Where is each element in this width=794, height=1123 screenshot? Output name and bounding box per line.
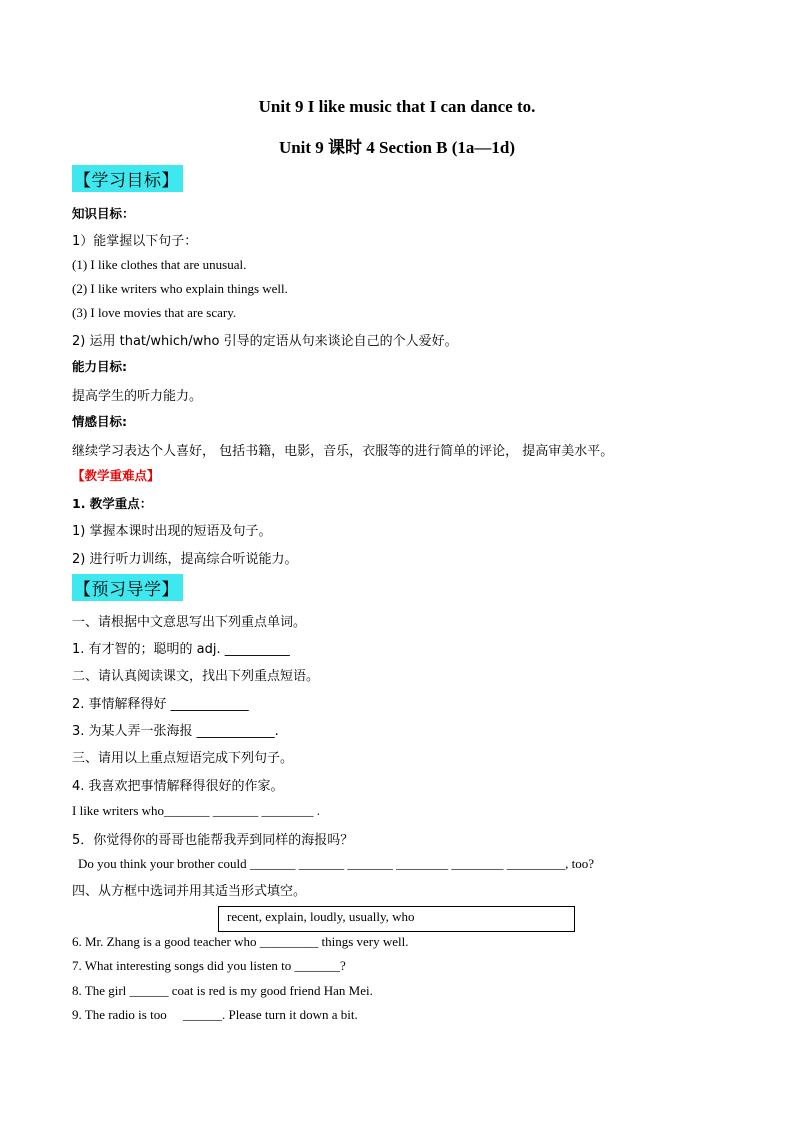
question-1: 1. 有才智的；聪明的 adj. __________ xyxy=(72,642,290,657)
section-4-heading: 四、从方框中选词并用其适当形式填空。 xyxy=(72,884,307,899)
section-3-heading: 三、请用以上重点短语完成下列句子。 xyxy=(72,751,294,766)
key-point-2: 2) 进行听力训练，提高综合听说能力。 xyxy=(72,552,298,567)
section-2-heading: 二、请认真阅读课文，找出下列重点短语。 xyxy=(72,669,320,684)
ability-goals-text: 提高学生的听力能力。 xyxy=(72,389,203,404)
question-5-chinese: 5．你觉得你的哥哥也能帮我弄到同样的海报吗？ xyxy=(72,833,354,848)
page-subtitle: Unit 9 课时 4 Section B (1a—1d) xyxy=(278,138,516,157)
knowledge-goal-2: 2) 运用 that/which/who 引导的定语从句来谈论自己的个人爱好。 xyxy=(72,334,458,349)
goal-sentence-3: (3) I love movies that are scary. xyxy=(72,305,237,320)
learning-goals-banner: 【学习目标】 xyxy=(72,165,183,192)
goal-sentence-2: (2) I like writers who explain things well. xyxy=(72,281,288,296)
ability-goals-label: 能力目标: xyxy=(72,359,127,374)
question-9: 9. The radio is too ______. Please turn it down a bit. xyxy=(72,1007,358,1022)
question-4-chinese: 4. 我喜欢把事情解释得很好的作家。 xyxy=(72,779,284,794)
question-2: 2. 事情解释得好 ____________ xyxy=(72,697,249,712)
page-title: Unit 9 I like music that I can dance to. xyxy=(258,97,536,116)
key-points-heading: 1. 教学重点： xyxy=(72,496,153,511)
key-points-label: 【教学重难点】 xyxy=(72,468,160,483)
emotion-goals-label: 情感目标: xyxy=(72,414,127,429)
question-3: 3. 为某人弄一张海报 ____________. xyxy=(72,724,279,739)
question-7: 7. What interesting songs did you listen to _______? xyxy=(72,958,346,973)
key-point-1: 1) 掌握本课时出现的短语及句子。 xyxy=(72,524,272,539)
goal-sentence-1: (1) I like clothes that are unusual. xyxy=(72,257,247,272)
section-1-heading: 一、请根据中文意思写出下列重点单词。 xyxy=(72,615,307,630)
preview-banner: 【预习导学】 xyxy=(72,574,183,601)
knowledge-goals-label: 知识目标： xyxy=(72,206,135,221)
emotion-goals-text: 继续学习表达个人喜好， 包括书籍，电影，音乐，衣服等的进行简单的评论， 提高审美水平。 xyxy=(72,444,614,459)
question-4-english: I like writers who_______ _______ ________ . xyxy=(72,803,321,818)
question-5-english: Do you think your brother could _______ _______ _______ ________ ________ _________, too? xyxy=(78,856,594,871)
question-8: 8. The girl ______ coat is red is my good friend Han Mei. xyxy=(72,983,373,998)
word-box: recent, explain, loudly, usually, who xyxy=(218,906,575,932)
question-6: 6. Mr. Zhang is a good teacher who _________ things very well. xyxy=(72,934,409,949)
knowledge-intro: 1）能掌握以下句子： xyxy=(72,234,198,249)
